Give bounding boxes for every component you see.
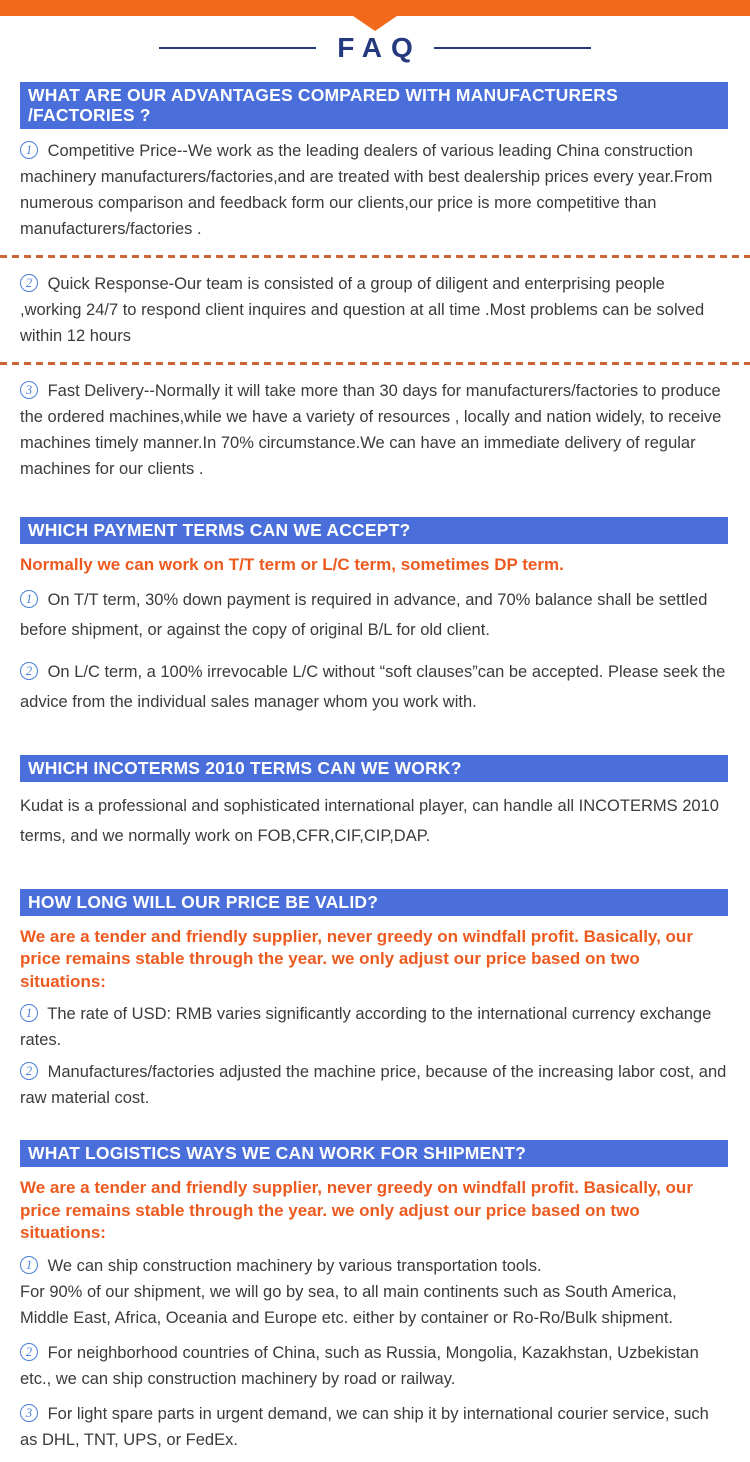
faq-paragraph xyxy=(20,378,728,482)
banner-down-arrow-icon xyxy=(353,16,397,31)
faq-paragraph xyxy=(20,791,728,851)
section-logistics xyxy=(0,1140,750,1453)
paragraph-text: Quick Response-Our team is consisted of a group of diligent and enterprising people ,working 24/7 to respond client inquires and question at all time .Most problems can be solved within 12 hours xyxy=(20,275,705,345)
paragraph-text: Competitive Price--We work as the leading dealers of various leading China construction machinery manufacturers/factories,and are treated with best dealership prices every year.From numerous comparison and feedback form our clients,our price is more competitive than manufacturers/factories . xyxy=(20,142,713,238)
paragraph-text: The rate of USD: RMB varies significantly according to the international currency exchange rates. xyxy=(20,1005,712,1049)
dashed-divider xyxy=(0,255,750,258)
circled-number-3: 3 xyxy=(20,1404,38,1422)
faq-paragraph xyxy=(20,1253,728,1331)
paragraph-text: Kudat is a professional and sophisticated international player, can handle all INCOTERMS 2010 terms, and we normally work on FOB,CFR,CIF,CIP,DAP. xyxy=(20,796,719,845)
section-payment xyxy=(0,517,750,717)
section-heading-advantages: WHAT ARE OUR ADVANTAGES COMPARED WITH MANUFACTURERS /FACTORIES ? xyxy=(20,82,728,129)
circled-number-1: 1 xyxy=(20,141,38,159)
dashed-divider xyxy=(0,362,750,365)
payment-intro-text: Normally we can work on T/T term or L/C term, sometimes DP term. xyxy=(20,555,564,574)
faq-paragraph xyxy=(20,1059,728,1111)
faq-paragraph xyxy=(20,585,728,645)
faq-paragraph xyxy=(20,1340,728,1392)
section-heading-price-validity: HOW LONG WILL OUR PRICE BE VALID? xyxy=(20,889,728,916)
circled-number-1: 1 xyxy=(20,1256,38,1274)
section-heading-payment: WHICH PAYMENT TERMS CAN WE ACCEPT? xyxy=(20,517,728,544)
title-line-right xyxy=(434,47,591,49)
paragraph-text: On L/C term, a 100% irrevocable L/C without “soft clauses”can be accepted. Please seek the advice from the individual sales manager whom you work with. xyxy=(20,662,726,711)
circled-number-2: 2 xyxy=(20,1343,38,1361)
section-incoterms xyxy=(0,755,750,851)
price-validity-intro-text: We are a tender and friendly supplier, never greedy on windfall profit. Basically, our price remains stable through the year. we only adjust our price based on two situations: xyxy=(20,926,693,991)
circled-number-1: 1 xyxy=(20,590,38,608)
circled-number-2: 2 xyxy=(20,1062,38,1080)
paragraph-text: We can ship construction machinery by various transportation tools. xyxy=(47,1256,542,1275)
page-title: FAQ xyxy=(337,32,422,63)
paragraph-text: For light spare parts in urgent demand, we can ship it by international courier service, such as DHL, TNT, UPS, or FedEx. xyxy=(20,1404,709,1449)
circled-number-1: 1 xyxy=(20,1004,38,1022)
circled-number-2: 2 xyxy=(20,274,38,292)
title-line-left xyxy=(159,47,316,49)
section-advantages xyxy=(0,82,750,482)
paragraph-text: On T/T term, 30% down payment is required in advance, and 70% balance shall be settled before shipment, or against the copy of original B/L for old client. xyxy=(20,590,708,639)
faq-paragraph xyxy=(20,1401,728,1453)
top-banner xyxy=(0,0,750,16)
paragraph-text: For neighborhood countries of China, such as Russia, Mongolia, Kazakhstan, Uzbekistan etc., we can ship construction machinery by road or railway. xyxy=(20,1343,699,1388)
faq-paragraph xyxy=(20,657,728,717)
faq-title-row xyxy=(0,30,750,66)
section-price-validity xyxy=(0,889,750,1112)
paragraph-text: Fast Delivery--Normally it will take more than 30 days for manufacturers/factories to produce the ordered machines,while we have a variety of resources , locally and nation widely, to receive machines timely manner.In 70% circumstance.We can have an immediate delivery of regular machines for our clients . xyxy=(20,382,722,478)
section-heading-logistics: WHAT LOGISTICS WAYS WE CAN WORK FOR SHIPMENT? xyxy=(20,1140,728,1167)
faq-paragraph xyxy=(20,138,728,242)
circled-number-2: 2 xyxy=(20,662,38,680)
circled-number-3: 3 xyxy=(20,381,38,399)
faq-paragraph xyxy=(20,271,728,349)
paragraph-text: Manufactures/factories adjusted the machine price, because of the increasing labor cost, and raw material cost. xyxy=(20,1063,727,1107)
logistics-intro-text: We are a tender and friendly supplier, never greedy on windfall profit. Basically, our price remains stable through the year. we only adjust our price based on two situations: xyxy=(20,1178,693,1242)
faq-paragraph xyxy=(20,1001,728,1053)
section-heading-incoterms: WHICH INCOTERMS 2010 TERMS CAN WE WORK? xyxy=(20,755,728,782)
paragraph-detail-text: For 90% of our shipment, we will go by sea, to all main continents such as South America, Middle East, Africa, Oceania and Europe etc. either by container or Ro-Ro/Bulk shipment. xyxy=(20,1282,677,1327)
